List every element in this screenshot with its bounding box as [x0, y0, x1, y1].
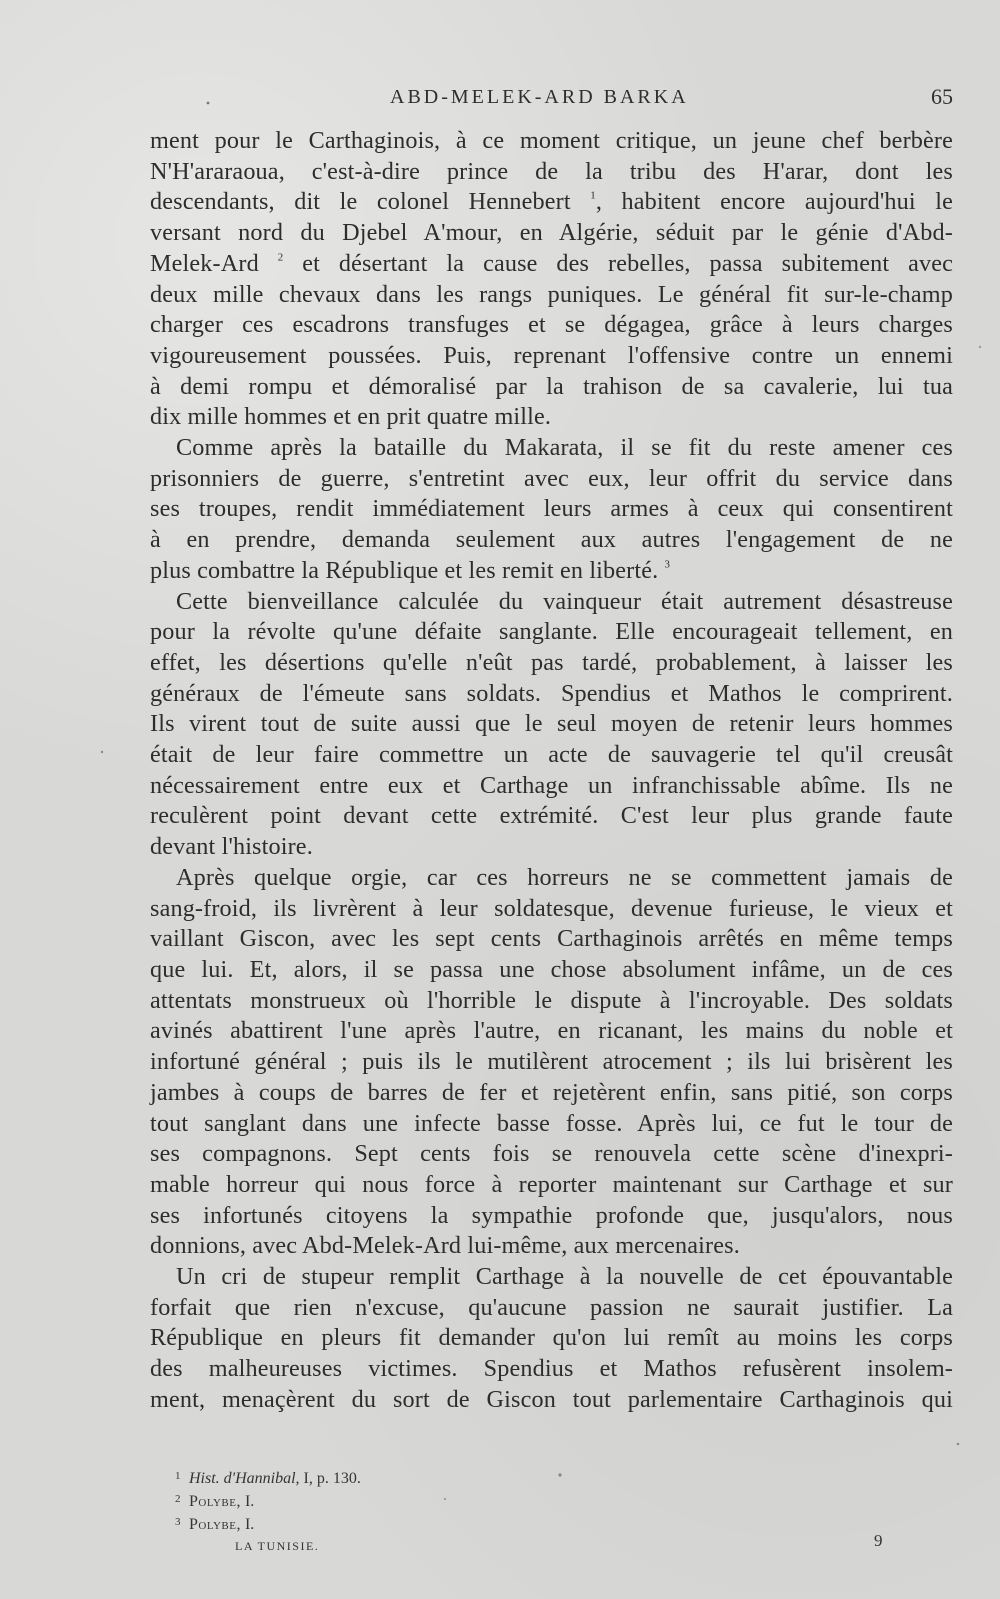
- footnote-1-title: Hist. d'Hannibal,: [189, 1470, 300, 1487]
- footnote-ref-2: 2: [277, 251, 284, 264]
- body-line-10: dix mille hommes et en prit quatre mille.: [150, 403, 552, 431]
- body-line-32: jambes à coups de barres de fer et rejetèrent enfin, sans pitié, son corps: [150, 1078, 953, 1106]
- body-line-18: effet, les désertions qu'elle n'eût pas tardé, probablement, à laisser les: [150, 648, 953, 676]
- body-line-12: prisonniers de guerre, s'entretint avec eux, leur offrit du service dans: [150, 464, 953, 492]
- running-title: ABD-MELEK-ARD BARKA: [390, 86, 689, 108]
- footnotes: [175, 1466, 475, 1535]
- speck-1: [207, 102, 210, 105]
- signature-label: LA TUNISIE.: [235, 1539, 320, 1553]
- footnote-3-rest: I.: [240, 1516, 255, 1533]
- body-line-5-part-1: Melek-Ard: [150, 249, 278, 277]
- body-line-14: à en prendre, demanda seulement aux autres l'engagement de ne: [150, 526, 953, 554]
- body-line-3: [150, 187, 953, 218]
- footnote-2-mark: 2: [175, 1493, 181, 1505]
- body-line-17: pour la révolte qu'une défaite sanglante. Elle encourageait tellement, en: [150, 618, 953, 646]
- body-line-3-part-2: , habitent encore aujourd'hui le: [595, 188, 953, 216]
- footnote-ref-1: 1: [590, 190, 596, 203]
- footnote-3-title: Polybe,: [189, 1516, 241, 1533]
- body-line-27: vaillant Giscon, avec les sept cents Carthaginois arrêtés en même temps: [150, 925, 953, 953]
- body-line-19: généraux de l'émeute sans soldats. Spendius et Mathos le comprirent.: [150, 679, 953, 707]
- body-line-13: ses troupes, rendit immédiatement leurs armes à ceux qui consentirent: [150, 495, 953, 523]
- body-line-9: à demi rompu et démoralisé par la trahison de sa cavalerie, lui tua: [150, 372, 953, 400]
- body-line-22: nécessairement entre eux et Carthage un infranchissable abîme. Ils ne: [150, 771, 953, 799]
- footnote-2: [175, 1489, 475, 1512]
- body-line-21: était de leur faire commettre un acte de sauvagerie tel qu'il creusât: [150, 741, 953, 769]
- body-line-40: République en pleurs fit demander qu'on lui remît au moins les corps: [150, 1324, 953, 1352]
- body-line-3-part-1: descendants, dit le colonel Hennebert: [150, 188, 591, 216]
- speck-6: [979, 346, 981, 348]
- body-line-15: [150, 556, 953, 587]
- body-line-36: ses infortunés citoyens la sympathie profonde que, jusqu'alors, nous: [150, 1201, 953, 1229]
- body-line-33: tout sanglant dans une infecte basse fosse. Après lui, ce fut le tour de: [150, 1109, 953, 1137]
- footnote-1-mark: 1: [175, 1470, 181, 1482]
- body-line-41: des malheureuses victimes. Spendius et Mathos refusèrent insolem-: [150, 1355, 953, 1383]
- body-line-6: deux mille chevaux dans les rangs puniques. Le général fit sur-le-champ: [150, 280, 953, 308]
- body-line-37: donnions, avec Abd-Melek-Ard lui-même, aux mercenaires.: [150, 1232, 740, 1260]
- speck-2: [101, 751, 103, 753]
- body-line-23: reculèrent point devant cette extrémité. C'est leur plus grande faute: [150, 802, 953, 830]
- body-line-1: ment pour le Carthaginois, à ce moment critique, un jeune chef berbère: [150, 127, 953, 154]
- body-line-25: Après quelque orgie, car ces horreurs ne se commettent jamais de: [176, 863, 953, 891]
- body-line-29: attentats monstrueux où l'horrible le dispute à l'incroyable. Des soldats: [150, 986, 953, 1014]
- body-line-38: Un cri de stupeur remplit Carthage à la nouvelle de cet épouvantable: [176, 1263, 953, 1291]
- body-line-11: Comme après la bataille du Makarata, il se fit du reste amener ces: [176, 434, 953, 462]
- footnote-3: [175, 1512, 475, 1535]
- body-line-34: ses compagnons. Sept cents fois se renouvela cette scène d'inexpri-: [150, 1140, 953, 1168]
- body-line-28: que lui. Et, alors, il se passa une chose absolument infâme, un de ces: [150, 955, 953, 983]
- body-line-5-part-2: et désertant la cause des rebelles, passa subitement avec: [283, 249, 954, 277]
- footnote-2-title: Polybe,: [189, 1493, 241, 1510]
- body-line-26: sang-froid, ils livrèrent à leur soldatesque, devenue furieuse, le vieux et: [150, 894, 953, 922]
- footnote-ref-3: 3: [664, 558, 671, 571]
- body-line-16: Cette bienveillance calculée du vainqueur était autrement désastreuse: [176, 587, 953, 615]
- body-line-30: avinés abattirent l'une après l'autre, en ricanant, les mains du noble et: [150, 1017, 953, 1045]
- body-line-2: N'H'araraoua, c'est-à-dire prince de la tribu des H'arar, dont les: [150, 157, 953, 185]
- body-line-35: mable horreur qui nous force à reporter maintenant sur Carthage et sur: [150, 1170, 953, 1198]
- body-line-15-text: plus combattre la République et les remit en liberté.: [150, 556, 665, 584]
- body-line-31: infortuné général ; puis ils le mutilèrent atrocement ; ils lui brisèrent les: [150, 1048, 953, 1076]
- body-line-39: forfait que rien n'excuse, qu'aucune passion ne saurait justifier. La: [150, 1293, 953, 1321]
- speck-3: [558, 1473, 561, 1476]
- footnote-1: [175, 1466, 475, 1489]
- footnote-1-rest: I, p. 130.: [299, 1470, 361, 1487]
- footnote-2-rest: I.: [240, 1493, 255, 1510]
- body-line-7: charger ces escadrons transfuges et se dégagea, grâce à leurs charges: [150, 311, 953, 339]
- body-line-8: vigoureusement poussées. Puis, reprenant l'offensive contre un ennemi: [150, 341, 953, 369]
- body-line-20: Ils virent tout de suite aussi que le seul moyen de retenir leurs hommes: [150, 710, 953, 738]
- signature-number: 9: [874, 1531, 883, 1550]
- footnote-3-mark: 3: [175, 1516, 181, 1528]
- body-line-5: [150, 249, 953, 280]
- body-line-42: ment, menaçèrent du sort de Giscon tout parlementaire Carthaginois qui: [150, 1385, 953, 1413]
- body-line-4: versant nord du Djebel A'mour, en Algérie, séduit par le génie d'Abd-: [150, 219, 953, 247]
- body-line-24: devant l'histoire.: [150, 833, 313, 861]
- page-number: 65: [931, 84, 953, 109]
- body-text: [150, 126, 953, 1416]
- speck-5: [957, 1443, 960, 1446]
